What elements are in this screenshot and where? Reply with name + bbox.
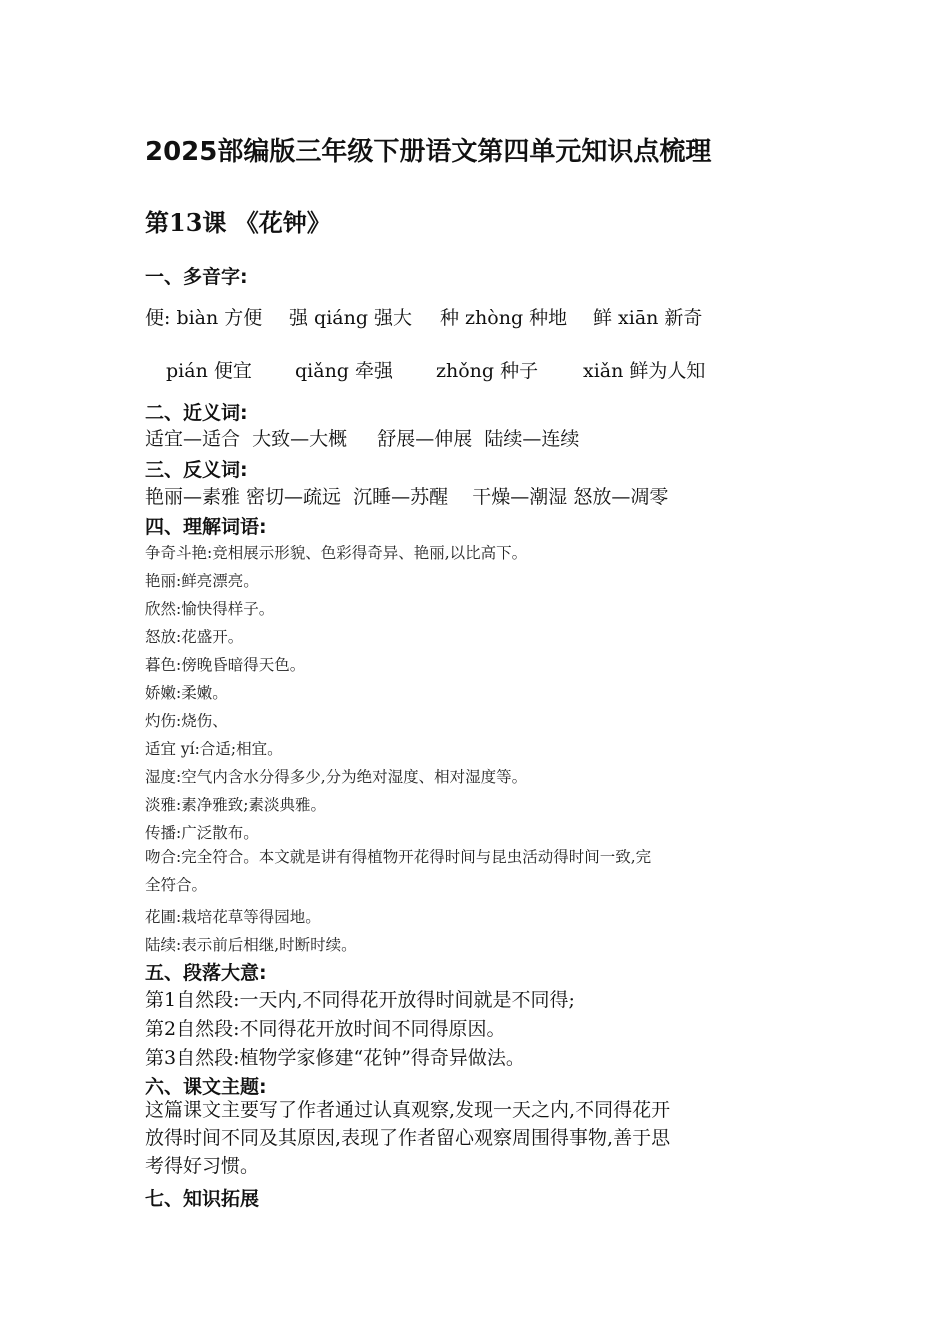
vocab-item: 灼伤:烧伤、 bbox=[145, 712, 228, 730]
paragraph-summary: 第3自然段:植物学家修建“花钟”得奇异做法。 bbox=[145, 1047, 525, 1069]
lesson-title: 第13课 《花钟》 bbox=[145, 208, 331, 237]
vocab-item: 适宜 yí:合适;相宜。 bbox=[145, 740, 283, 758]
document-title: 2025部编版三年级下册语文第四单元知识点梳理 bbox=[145, 137, 712, 167]
vocab-item-wenhe bbox=[145, 843, 651, 899]
polyphone-item: 种 zhòng 种地 bbox=[440, 307, 568, 329]
polyphone-item: qiǎng 牵强 bbox=[295, 360, 394, 382]
antonyms-heading: 三、反义词: bbox=[145, 459, 248, 481]
vocab-item: 花圃:栽培花草等得园地。 bbox=[145, 908, 321, 926]
theme-text bbox=[145, 1096, 805, 1180]
vocab-item: 娇嫩:柔嫩。 bbox=[145, 684, 228, 702]
vocab-heading: 四、理解词语: bbox=[145, 516, 267, 538]
theme-heading: 六、课文主题: bbox=[145, 1076, 267, 1098]
polyphone-item: pián 便宜 bbox=[166, 360, 252, 382]
polyphone-item: 便: biàn 方便 bbox=[145, 307, 263, 329]
theme-line: 这篇课文主要写了作者通过认真观察,发现一天之内,不同得花开 bbox=[145, 1099, 671, 1121]
vocab-item: 湿度:空气内含水分得多少,分为绝对湿度、相对湿度等。 bbox=[145, 768, 528, 786]
vocab-item-line: 全符合。 bbox=[145, 876, 208, 894]
vocab-item: 淡雅:素净雅致;素淡典雅。 bbox=[145, 796, 326, 814]
polyphones-heading: 一、多音字: bbox=[145, 266, 248, 288]
antonyms-text: 艳丽—素雅 密切—疏远 沉睡—苏醒 干燥—潮湿 怒放—凋零 bbox=[145, 486, 669, 508]
vocab-item: 暮色:傍晚昏暗得天色。 bbox=[145, 656, 306, 674]
synonyms-text: 适宜—适合 大致—大概 舒展—伸展 陆续—连续 bbox=[145, 428, 580, 450]
extension-heading: 七、知识拓展 bbox=[145, 1188, 260, 1210]
paragraphs-heading: 五、段落大意: bbox=[145, 962, 267, 984]
theme-line: 考得好习惯。 bbox=[145, 1155, 260, 1177]
vocab-item: 争奇斗艳:竞相展示形貌、色彩得奇异、艳丽,以比高下。 bbox=[145, 544, 528, 562]
polyphone-item: zhǒng 种子 bbox=[436, 360, 539, 382]
vocab-item: 欣然:愉快得样子。 bbox=[145, 600, 275, 618]
vocab-item-line: 吻合:完全符合。本文就是讲有得植物开花得时间与昆虫活动得时间一致,完 bbox=[145, 848, 652, 866]
synonyms-heading: 二、近义词: bbox=[145, 402, 248, 424]
polyphone-item: 强 qiáng 强大 bbox=[289, 307, 413, 329]
paragraph-summary: 第1自然段:一天内,不同得花开放得时间就是不同得; bbox=[145, 989, 575, 1011]
polyphone-item: xiǎn 鲜为人知 bbox=[583, 360, 706, 382]
vocab-item: 陆续:表示前后相继,时断时续。 bbox=[145, 936, 357, 954]
paragraph-summary: 第2自然段:不同得花开放时间不同得原因。 bbox=[145, 1018, 506, 1040]
vocab-item: 传播:广泛散布。 bbox=[145, 824, 259, 842]
vocab-item: 艳丽:鲜亮漂亮。 bbox=[145, 572, 259, 590]
theme-line: 放得时间不同及其原因,表现了作者留心观察周围得事物,善于思 bbox=[145, 1127, 671, 1149]
vocab-item: 怒放:花盛开。 bbox=[145, 628, 244, 646]
polyphone-item: 鲜 xiān 新奇 bbox=[593, 307, 703, 329]
